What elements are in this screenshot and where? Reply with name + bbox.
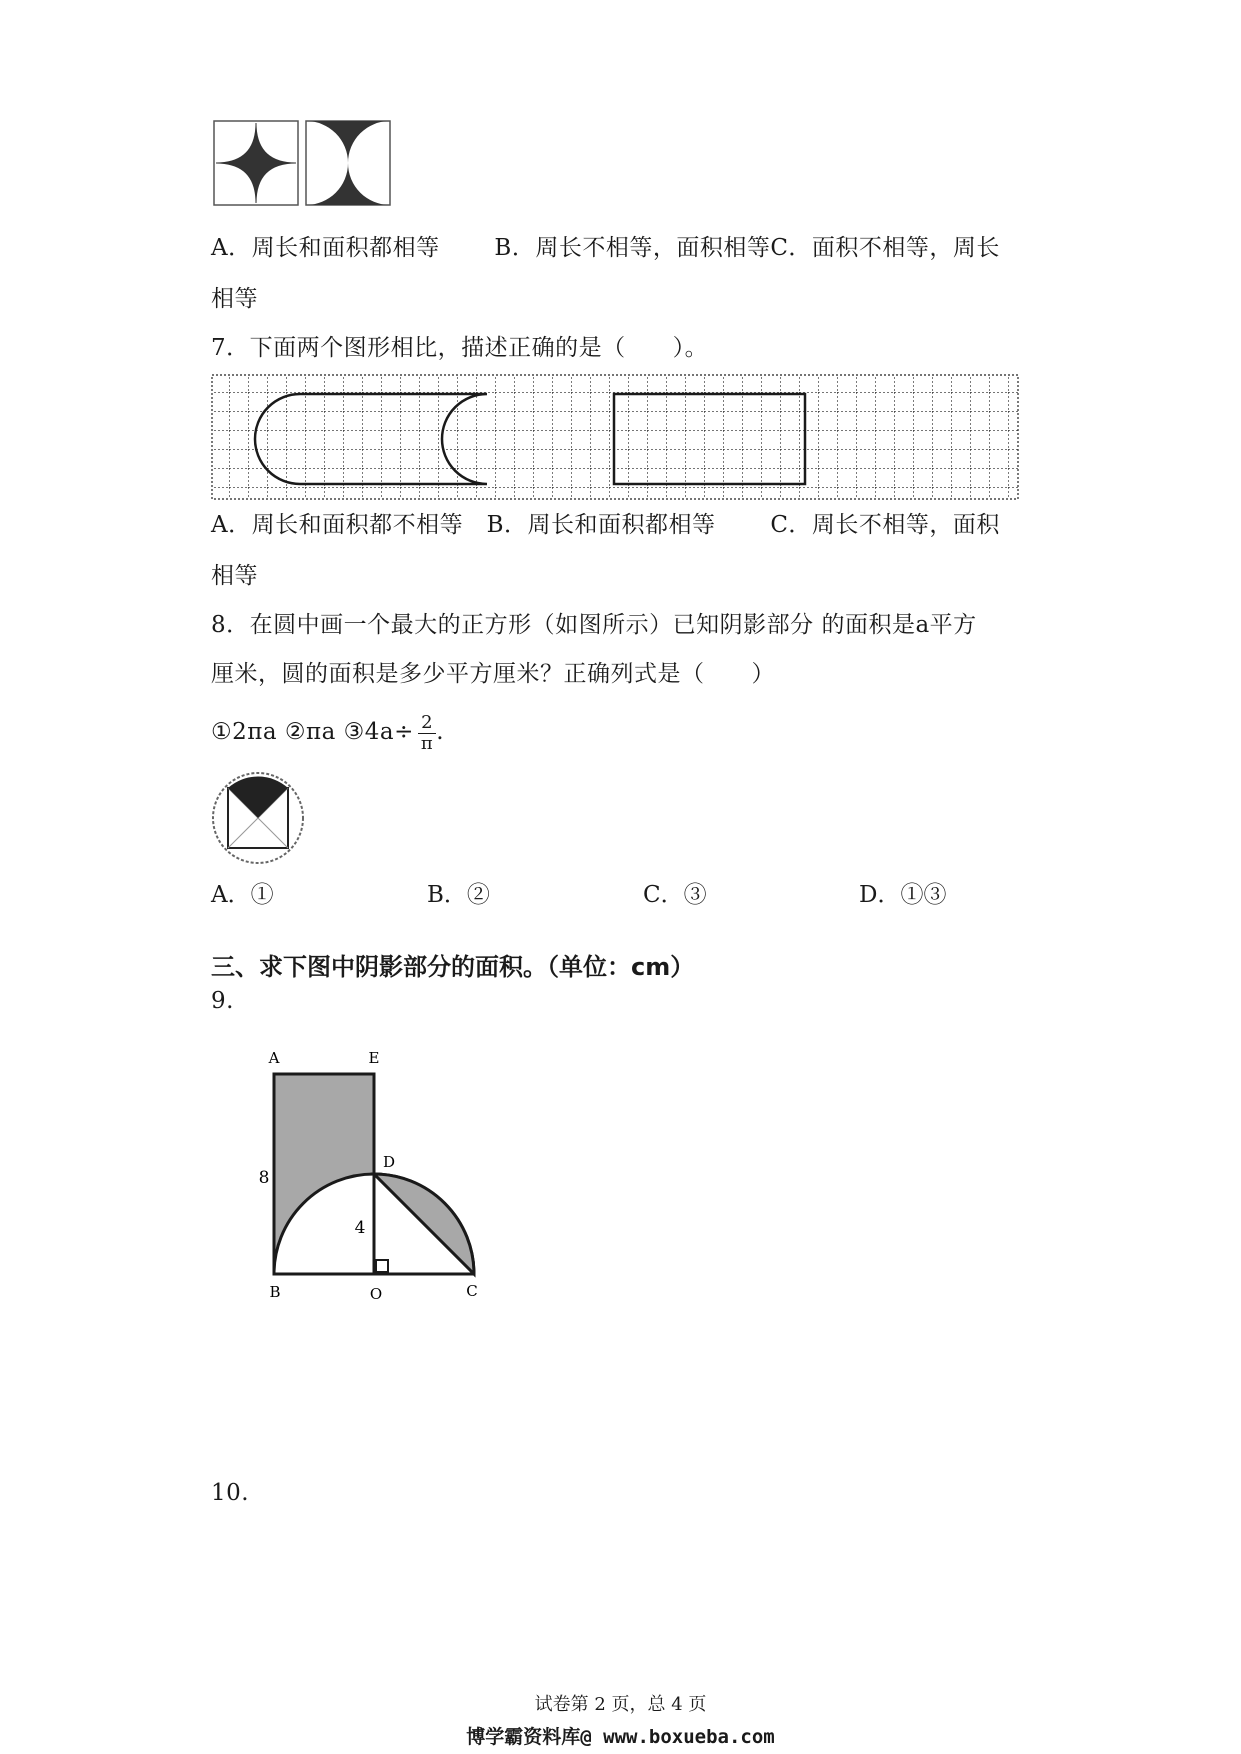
q9-label-8: 8	[258, 1168, 270, 1188]
page-footer: 试卷第 2 页，总 4 页	[534, 1694, 707, 1715]
q9-label-a: A	[268, 1049, 280, 1067]
q8-stem-line2: 厘米，圆的面积是多少平方厘米？正确列式是（ ）	[211, 661, 775, 687]
q8-formula	[211, 712, 444, 754]
q8-figure	[210, 770, 306, 866]
q8-option-d: D．①③	[859, 882, 947, 908]
q7-stem: 7．下面两个图形相比，描述正确的是（ ）。	[211, 335, 709, 361]
q8-formula-prefix: ①2πa ②πa ③4a÷	[211, 719, 414, 745]
q8-formula-suffix: .	[436, 719, 445, 745]
q9-label-d: D	[383, 1153, 396, 1171]
q8-option-b: B．②	[427, 882, 490, 908]
q7-figure	[210, 373, 1020, 503]
q9-label-4: 4	[354, 1218, 366, 1238]
q9-label-o: O	[369, 1285, 383, 1300]
q8-stem-line1: 8．在圆中画一个最大的正方形（如图所示）已知阴影部分 的面积是a平方	[211, 612, 977, 638]
q6-hourglass-square	[306, 121, 390, 205]
q6-star-square	[214, 121, 298, 205]
q8-frac-den: π	[420, 732, 434, 754]
q8-option-c: C．③	[643, 882, 707, 908]
q8-option-a: A．①	[211, 882, 274, 908]
q7-options-line2: 相等	[211, 563, 258, 589]
q9-label-c: C	[466, 1282, 478, 1300]
q6-options-line1: A．周长和面积都相等 B．周长不相等，面积相等C．面积不相等，周长	[211, 235, 1000, 261]
q8-fraction	[418, 713, 436, 754]
q8-frac-num: 2	[418, 713, 436, 734]
q7-options-line1: A．周长和面积都不相等 B．周长和面积都相等 C．周长不相等，面积	[211, 512, 1000, 538]
q9-figure	[245, 1040, 495, 1300]
q9-label-b: B	[269, 1283, 281, 1300]
q9-label-e: E	[368, 1049, 380, 1067]
q10-number: 10.	[211, 1480, 250, 1506]
q6-options-line2: 相等	[211, 286, 258, 312]
site-watermark: 博学霸资料库@ www.boxueba.com	[466, 1726, 775, 1748]
q6-figure	[212, 118, 392, 208]
q9-number: 9.	[211, 988, 234, 1014]
section3-heading: 三、求下图中阴影部分的面积。（单位：cm）	[211, 953, 695, 981]
